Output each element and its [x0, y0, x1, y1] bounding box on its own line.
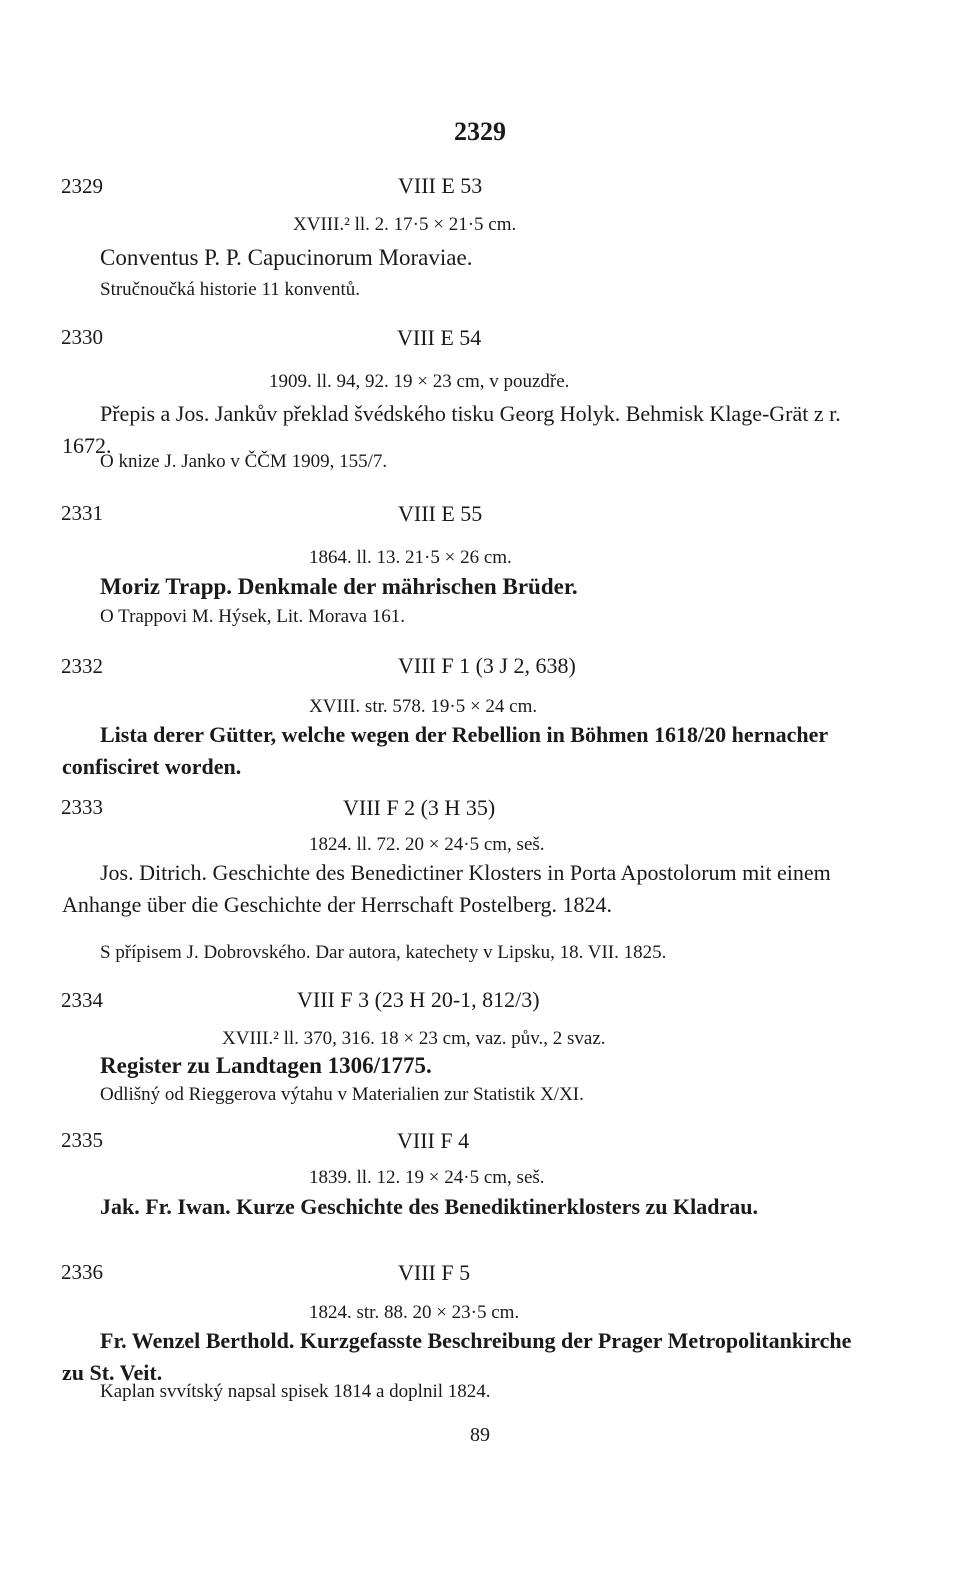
entry-number: 2333: [61, 795, 103, 819]
entry-number: 2331: [61, 501, 103, 525]
entry-meta: XVIII. str. 578. 19·5 × 24 cm.: [309, 696, 538, 717]
entry-signature: VIII F 3 (23 H 20-1, 812/3): [297, 987, 540, 1012]
entry-meta: 1839. ll. 12. 19 × 24·5 cm, seš.: [309, 1167, 545, 1188]
entry-note: O knize J. Janko v ČČM 1909, 155/7.: [100, 451, 388, 472]
entry-title: Register zu Landtagen 1306/1775.: [100, 1053, 432, 1078]
entry-number: 2335: [61, 1128, 103, 1152]
entry-note: Stručnoučká historie 11 konventů.: [100, 279, 360, 300]
entry-meta: XVIII.² ll. 370, 316. 18 × 23 cm, vaz. pův., 2 svaz.: [222, 1028, 606, 1049]
entry-signature: VIII F 5: [398, 1260, 471, 1285]
entry-meta: 1864. ll. 13. 21·5 × 26 cm.: [309, 547, 512, 568]
entry-number: 2330: [61, 325, 103, 349]
entry-signature: VIII E 55: [398, 501, 483, 526]
entry-meta: 1909. ll. 94, 92. 19 × 23 cm, v pouzdře.: [269, 371, 570, 392]
entry-meta: XVIII.² ll. 2. 17·5 × 21·5 cm.: [293, 214, 517, 235]
entry-note: S přípisem J. Dobrovského. Dar autora, katechety v Lipsku, 18. VII. 1825.: [100, 942, 667, 963]
entry-title: Moriz Trapp. Denkmale der mährischen Brüder.: [100, 574, 578, 599]
entry-number: 2329: [61, 174, 103, 198]
entry-title: Přepis a Jos. Jankův překlad švédského tisku Georg Holyk. Behmisk Klage-Grät z r. 1672.: [62, 401, 841, 458]
entry-meta: 1824. str. 88. 20 × 23·5 cm.: [309, 1302, 520, 1323]
page-header: 2329: [454, 117, 506, 146]
entry-signature: VIII F 2 (3 H 35): [343, 795, 496, 820]
entry-signature: VIII E 53: [398, 173, 483, 198]
entry-number: 2336: [61, 1260, 103, 1284]
entry-number: 2332: [61, 654, 103, 678]
entry-number: 2334: [61, 988, 103, 1012]
entry-title: Lista derer Gütter, welche wegen der Rebellion in Böhmen 1618/20 hernacher confisciret worden.: [62, 722, 828, 779]
entry-title: Conventus P. P. Capucinorum Moraviae.: [100, 245, 473, 270]
page-number: 89: [470, 1424, 490, 1446]
entry-meta: 1824. ll. 72. 20 × 24·5 cm, seš.: [309, 834, 545, 855]
entry-note: Odlišný od Rieggerova výtahu v Materialien zur Statistik X/XI.: [100, 1084, 584, 1105]
entry-note: O Trappovi M. Hýsek, Lit. Morava 161.: [100, 606, 406, 627]
entry-signature: VIII F 1 (3 J 2, 638): [398, 653, 576, 678]
entry-title: Jos. Ditrich. Geschichte des Benedictiner Klosters in Porta Apostolorum mit einem Anhange über die Geschichte der Herrschaft Postelberg. 1824.: [62, 860, 831, 917]
entry-note: Kaplan svvítský napsal spisek 1814 a doplnil 1824.: [100, 1381, 491, 1402]
entry-title: Fr. Wenzel Berthold. Kurzgefasste Beschreibung der Prager Metropolitankirche zu St. Veit.: [62, 1328, 852, 1385]
entry-signature: VIII F 4: [397, 1128, 470, 1153]
entry-title: Jak. Fr. Iwan. Kurze Geschichte des Benediktinerklosters zu Kladrau.: [100, 1194, 758, 1219]
entry-signature: VIII E 54: [397, 325, 482, 350]
